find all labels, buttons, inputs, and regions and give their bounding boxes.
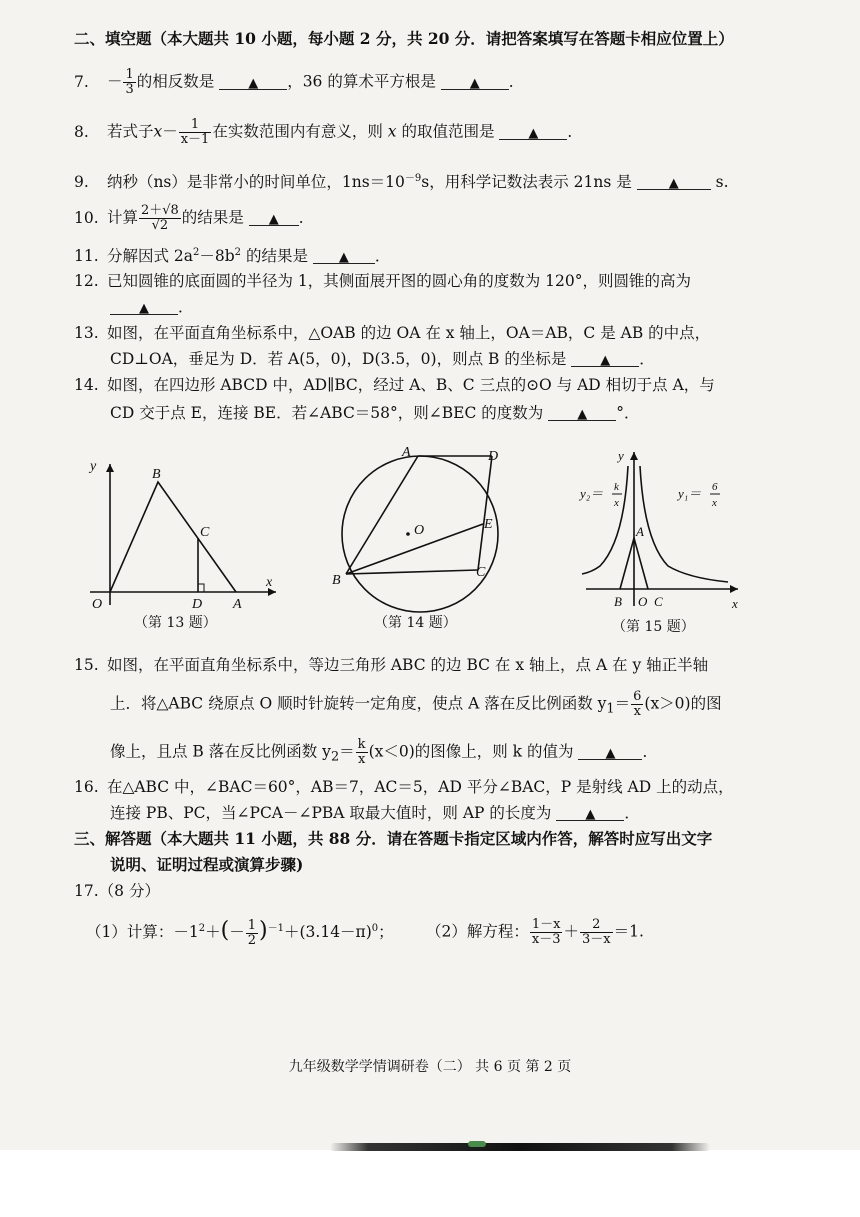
punct: ． (639, 350, 655, 368)
answer-blank (441, 71, 509, 90)
label-b: B (332, 573, 341, 588)
section2-heading: 二、填空题（本大题共 10 小题，每小题 2 分，共 20 分．请把答案填写在答题卡相应位置上） (74, 29, 734, 48)
segment-ba (346, 456, 418, 574)
punct: ． (298, 208, 315, 227)
var-x: x (153, 122, 163, 141)
question-text: －8b (199, 247, 235, 266)
question-text: (x＜0)的图像上，则 k 的值为 (368, 742, 574, 761)
y-arrow-icon (630, 452, 638, 460)
label-y1: y₁＝ (678, 486, 702, 501)
question-text: 纳秒（ns）是非常小的时间单位，1ns＝10 (106, 173, 405, 192)
sign: － (106, 72, 123, 91)
label-y2-den: x (614, 497, 619, 509)
question-7 (74, 68, 524, 97)
frac-den: x－3 (531, 932, 561, 947)
question-11 (74, 242, 390, 267)
label-a: A (636, 524, 644, 539)
question-text: 在△ABC 中，∠BAC＝60°，AB＝7，AC＝5，AD 平分∠BAC，P 是射线 AD 上的动点， (106, 778, 734, 796)
punct: ． (508, 72, 525, 91)
punct: ． (624, 804, 640, 822)
label-c: C (200, 525, 210, 540)
question-14 (74, 374, 715, 396)
frac-num: 1 (125, 67, 134, 82)
question-9 (74, 168, 729, 193)
question-13 (74, 322, 710, 344)
center-dot (406, 532, 410, 536)
right-angle-mark (198, 584, 204, 592)
frac-den: 3－x (582, 932, 611, 947)
label-d: D (488, 449, 499, 464)
punct: °． (616, 404, 640, 422)
label-y1-num: 6 (712, 481, 718, 493)
answer-mark: ▲ (139, 301, 149, 316)
subscript: 2 (330, 749, 340, 765)
segment-dc (478, 456, 492, 570)
exponent: 2 (234, 247, 242, 258)
paren: ( (220, 918, 230, 944)
label-e: E (484, 517, 493, 532)
punct: ； (378, 923, 394, 942)
figure-14-caption: （第 14 题） (374, 615, 457, 631)
part-label: （1）计算： (86, 923, 174, 942)
subscript: 1 (606, 701, 615, 717)
punct: s. (715, 173, 729, 192)
op: － (162, 122, 178, 141)
answer-blank (249, 207, 299, 226)
question-16 (74, 776, 734, 798)
question-15 (74, 654, 708, 676)
question-number: 13. (74, 324, 99, 342)
fraction (123, 68, 135, 97)
frac-num: k (357, 737, 366, 752)
exponent: －9 (404, 173, 422, 184)
question-number: 9. (74, 173, 89, 192)
punct: ＝1. (613, 922, 644, 941)
y-arrow-icon (106, 464, 114, 472)
op: ＋ (563, 922, 579, 941)
label-a: A (233, 597, 242, 610)
frac-den: x－1 (180, 132, 210, 147)
question-number: 16. (74, 778, 99, 796)
paren: ) (259, 918, 268, 944)
question-14-cont (110, 402, 639, 424)
frac-num: 1－x (531, 917, 561, 932)
fraction (356, 738, 368, 767)
answer-blank (637, 171, 711, 190)
answer-mark: ▲ (528, 125, 539, 141)
question-text: 上．将△ABC 绕原点 O 顺时针旋转一定角度，使点 A 落在反比例函数 y (110, 694, 607, 713)
label-x: x (266, 575, 273, 590)
exponent: 2 (192, 247, 200, 258)
op: ＋ (205, 923, 221, 942)
answer-mark: ▲ (600, 353, 611, 368)
label-y2: y₂＝ (580, 486, 604, 501)
page-footer: 九年级数学学情调研卷（二） 共 6 页 第 2 页 (288, 1059, 572, 1075)
label-o: O (414, 523, 425, 538)
section3-heading-cont: 说明、证明过程或演算步骤) (110, 855, 304, 874)
question-text: 的结果是 (241, 247, 308, 266)
question-17-title: 17.（8 分） (74, 882, 160, 900)
frac-den: x (357, 752, 366, 767)
answer-mark: ▲ (248, 75, 259, 91)
question-text: CD 交于点 E，连接 BE．若∠ABC＝58°，则∠BEC 的度数为 (110, 404, 544, 422)
fraction (139, 204, 181, 233)
question-text: 如图，在四边形 ABCD 中，AD∥BC，经过 A、B、C 三点的⊙O 与 AD 相切于点 A，与 (106, 376, 715, 394)
answer-blank (571, 348, 639, 367)
frac-den: 2 (247, 932, 257, 948)
answer-blank (548, 402, 616, 421)
answer-mark: ▲ (338, 250, 349, 266)
question-text: s，用科学记数法表示 21ns 是 (421, 173, 632, 192)
label-d: D (192, 597, 203, 610)
question-number: 8. (74, 122, 89, 141)
question-text: 如图，在平面直角坐标系中，等边三角形 ABC 的边 BC 在 x 轴上，点 A 在 y 轴正半轴 (106, 656, 709, 674)
question-text: 已知圆锥的底面圆的半径为 1，其侧面展开图的圆心角的度数为 120°，则圆锥的高为 (106, 272, 691, 290)
question-10 (74, 204, 314, 233)
answer-blank (313, 245, 375, 264)
label-a: A (402, 446, 411, 460)
exponent: 2 (198, 923, 206, 934)
frac-num: 1 (247, 917, 257, 933)
scan-mark (468, 1141, 486, 1147)
label-x: x (732, 596, 738, 611)
part-label: （2）解方程： (426, 922, 529, 941)
op: ＝ (614, 694, 631, 713)
figure-13-caption: （第 13 题） (134, 615, 217, 631)
question-text: 如图，在平面直角坐标系中，△OAB 的边 OA 在 x 轴上，OA＝AB，C 是 AB 的中点， (106, 324, 711, 342)
answer-mark: ▲ (268, 211, 279, 227)
fraction (580, 918, 613, 947)
question-12 (74, 270, 691, 292)
frac-den: x (633, 704, 641, 719)
label-y2-num: k (614, 481, 619, 493)
label-b: B (152, 467, 161, 482)
punct: ． (374, 247, 391, 266)
question-8 (74, 118, 583, 147)
question-12-cont (110, 296, 194, 318)
label-c: C (476, 565, 486, 580)
answer-mark: ▲ (605, 745, 616, 761)
question-text: 在实数范围内有意义，则 (212, 122, 383, 141)
frac-num: 6 (633, 689, 642, 704)
fraction (631, 690, 643, 719)
question-number: 11. (74, 247, 99, 266)
question-number: 12. (74, 272, 99, 290)
label-c: C (654, 594, 663, 609)
fraction (246, 919, 258, 948)
scan-smudge (330, 1143, 710, 1151)
question-16-cont (110, 802, 640, 824)
exponent: 0 (371, 923, 379, 934)
question-text: 若式子 (106, 122, 154, 141)
question-text: 的结果是 (181, 208, 244, 227)
triangle-oab (110, 482, 236, 592)
figure-15 (578, 446, 748, 616)
question-15-cont2 (110, 738, 658, 769)
question-number: 15. (74, 656, 99, 674)
question-13-cont (110, 348, 655, 370)
question-text: 连接 PB、PC，当∠PCA－∠PBA 取最大值时，则 AP 的长度为 (110, 804, 552, 822)
question-text: CD⊥OA，垂足为 D．若 A(5，0)，D(3.5，0)，则点 B 的坐标是 (110, 350, 567, 368)
curve-y2 (582, 466, 628, 574)
answer-blank (219, 71, 287, 90)
label-y: y (618, 448, 624, 463)
frac-num: 2＋√8 (140, 203, 179, 218)
question-17-part1 (86, 918, 394, 948)
section3-heading: 三、解答题（本大题共 11 小题，共 88 分．请在答题卡指定区域内作答，解答时应写出文字 (74, 829, 713, 848)
figure-14 (328, 446, 518, 616)
question-number: 10. (74, 208, 99, 227)
answer-mark: ▲ (577, 407, 588, 422)
label-o: O (92, 597, 103, 610)
figure-13 (78, 450, 288, 610)
label-b: B (614, 594, 622, 609)
answer-mark: ▲ (469, 75, 480, 91)
fraction (530, 918, 563, 947)
exponent: －1 (267, 923, 284, 934)
frac-num: 2 (580, 918, 613, 933)
punct: ． (567, 122, 583, 141)
question-15-cont1 (110, 690, 722, 721)
label-y: y (90, 459, 97, 474)
question-text: 的取值范围是 (401, 122, 495, 141)
question-text: ，36 的算术平方根是 (287, 72, 436, 91)
question-number: 14. (74, 376, 99, 394)
question-text: 像上，且点 B 落在反比例函数 y (110, 742, 331, 761)
op: ＝ (339, 742, 355, 761)
op: － (229, 923, 245, 942)
frac-den: √2 (151, 218, 169, 233)
answer-blank (499, 121, 567, 140)
punct: ． (178, 298, 194, 316)
punct: ． (642, 742, 658, 761)
expr: －1 (173, 923, 199, 942)
question-number: 7. (74, 72, 89, 91)
answer-mark: ▲ (585, 807, 596, 822)
label-o: O (638, 594, 648, 609)
question-text: 的相反数是 (136, 72, 215, 91)
var-x: x (387, 122, 397, 141)
segment-bc (346, 570, 478, 574)
frac-den: 3 (125, 82, 134, 97)
answer-blank (556, 802, 624, 821)
fraction (179, 118, 212, 147)
question-text: 计算 (106, 208, 138, 227)
scan-margin (0, 1150, 860, 1217)
figure-15-caption: （第 15 题） (612, 619, 695, 635)
answer-mark: ▲ (668, 176, 679, 192)
expr: ＋(3.14－π) (284, 923, 372, 942)
question-text: (x＞0)的图 (644, 694, 722, 713)
frac-num: 1 (179, 118, 212, 133)
answer-blank (110, 296, 178, 315)
x-arrow-icon (730, 585, 738, 593)
question-text: 分解因式 2a (106, 247, 193, 266)
question-17-part2 (426, 918, 644, 947)
answer-blank (578, 741, 642, 760)
label-y1-den: x (712, 497, 717, 509)
